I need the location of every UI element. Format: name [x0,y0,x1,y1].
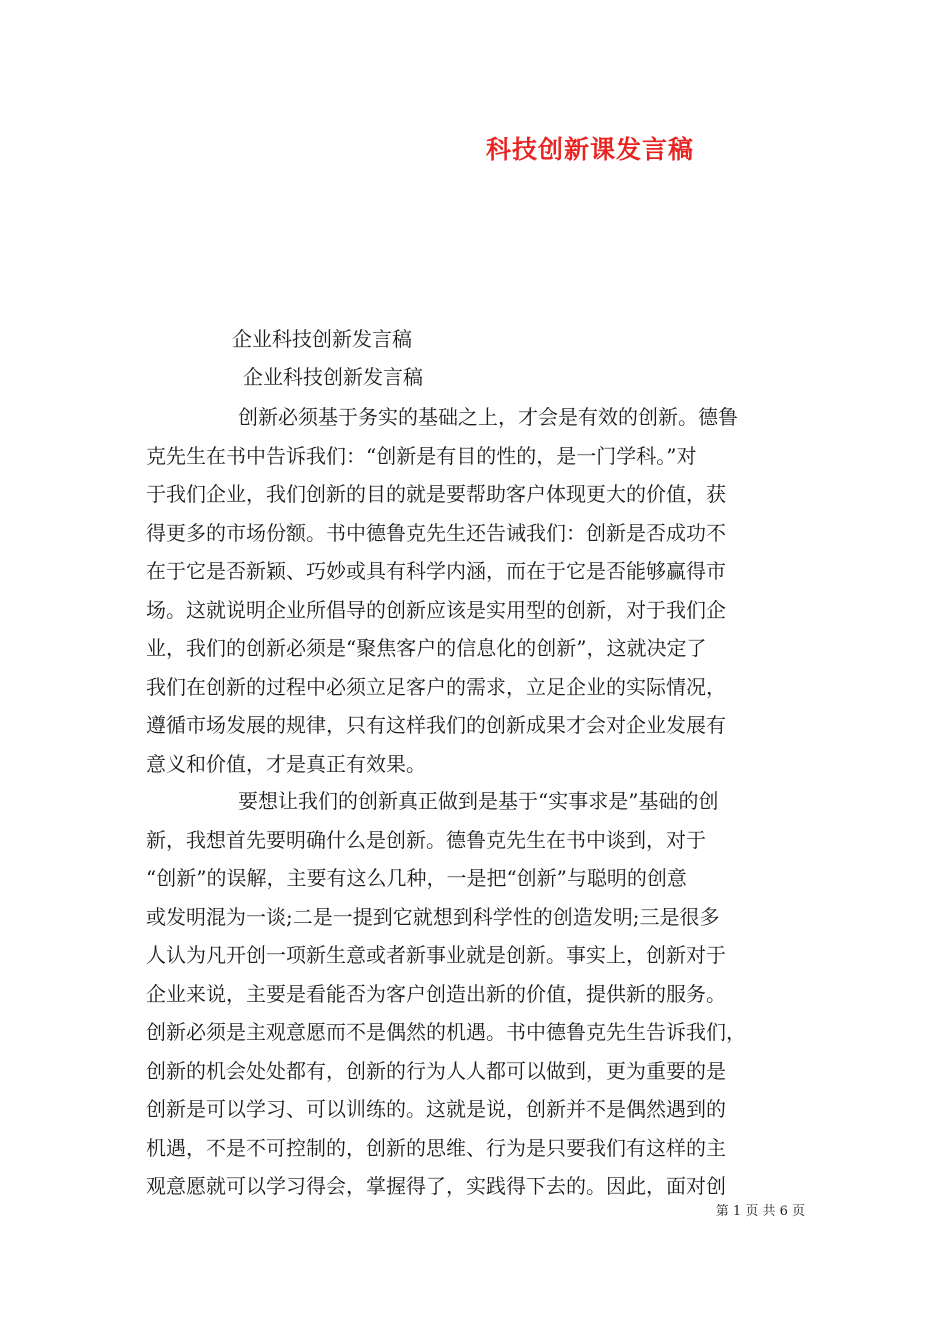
paragraph-line: 创新必须是主观意愿而不是偶然的机遇。书中德鲁克先生告诉我们， [146,1020,746,1044]
paragraph-line: 克先生在书中告诉我们：“创新是有目的性的，是一门学科。”对 [146,443,697,468]
document-title: 科技创新课发言稿 [485,135,694,164]
paragraph-line: 创新是可以学习、可以训练的。这就是说，创新并不是偶然遇到的 [146,1097,726,1121]
paragraph-line: 场。这就说明企业所倡导的创新应该是实用型的创新，对于我们企 [146,597,726,622]
paragraph-line: 机遇，不是不可控制的，创新的思维、行为是只要我们有这样的主 [146,1135,726,1160]
paragraph-line: 在于它是否新颖、巧妙或具有科学内涵，而在于它是否能够赢得市 [146,559,726,583]
paragraph-line: 遵循市场发展的规律，只有这样我们的创新成果才会对企业发展有 [146,713,726,737]
paragraph-line: 要想让我们的创新真正做到是基于“实事求是”基础的创 [238,789,719,813]
paragraph-line: 我们在创新的过程中必须立足客户的需求，立足企业的实际情况， [146,674,726,699]
paragraph-line: 创新的机会处处都有，创新的行为人人都可以做到，更为重要的是 [146,1058,726,1083]
paragraph-2 [146,782,806,1206]
paragraph-line: 于我们企业，我们创新的目的就是要帮助客户体现更大的价值，获 [146,482,726,506]
paragraph-line: “创新”的误解，主要有这么几种，一是把“创新”与聪明的创意 [146,866,687,890]
subheading: 企业科技创新发言稿 [232,327,412,351]
page-footer: 第 1 页 共 6 页 [715,1204,805,1219]
paragraph-line: 企业来说，主要是看能否为客户创造出新的价值，提供新的服务。 [146,981,726,1006]
paragraph-line: 创新必须基于务实的基础之上，才会是有效的创新。德鲁 [238,405,738,429]
paragraph-line: 业，我们的创新必须是“聚焦客户的信息化的创新”，这就决定了 [146,636,707,660]
paragraph-line: 意义和价值，才是真正有效果。 [146,751,426,776]
paragraph-line: 新，我想首先要明确什么是创新。德鲁克先生在书中谈到，对于 [146,827,706,852]
subheading-repeat: 企业科技创新发言稿 [243,365,423,389]
paragraph-1 [146,398,806,783]
paragraph-line: 人认为凡开创一项新生意或者新事业就是创新。事实上，创新对于 [146,943,726,967]
paragraph-line: 观意愿就可以学习得会，掌握得了，实践得下去的。因此，面对创 [146,1174,726,1198]
paragraph-line: 得更多的市场份额。书中德鲁克先生还告诫我们：创新是否成功不 [146,520,726,545]
paragraph-line: 或发明混为一谈;二是一提到它就想到科学性的创造发明;三是很多 [146,904,720,929]
